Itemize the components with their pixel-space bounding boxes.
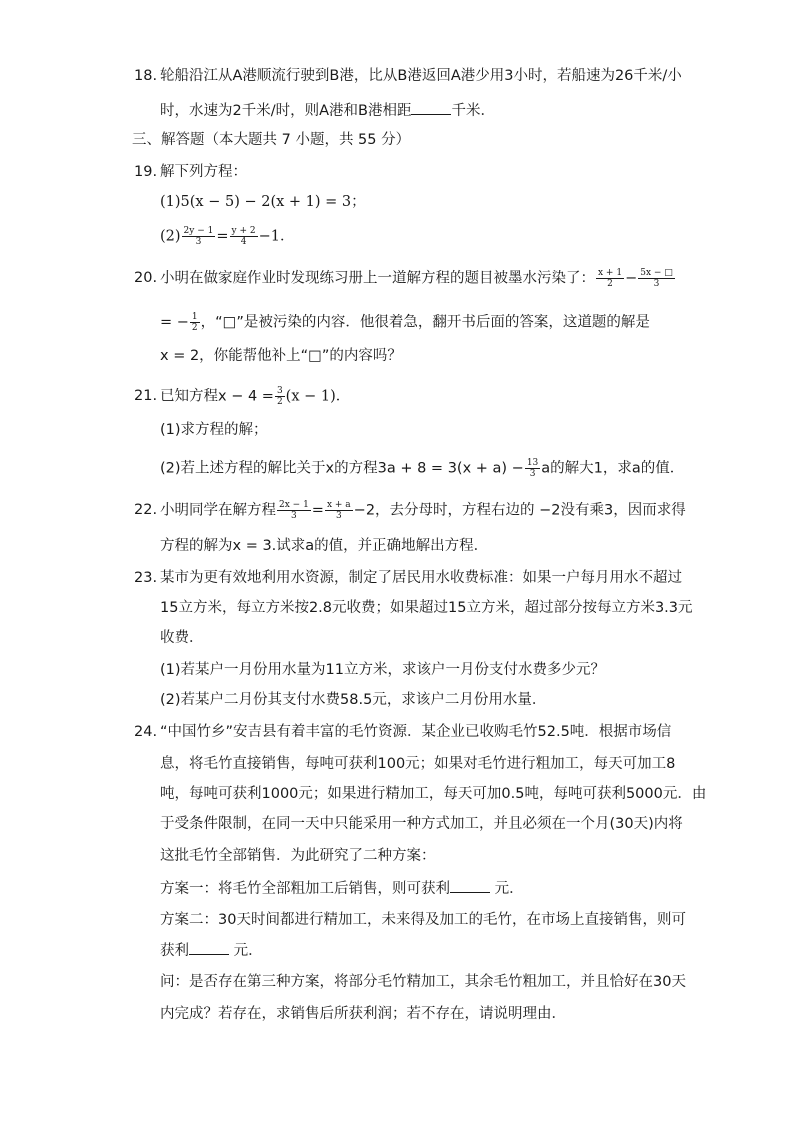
q20-minus: − bbox=[625, 270, 638, 287]
q22-fraction-2-denominator: 3 bbox=[335, 511, 342, 521]
q20-fraction-1-denominator: 2 bbox=[607, 279, 613, 289]
q19-equals: = bbox=[216, 228, 229, 245]
q18-line-2-unit: 千米． bbox=[451, 103, 495, 119]
q19-part-1: (1)5(x − 5) − 2(x + 1) = 3； bbox=[160, 194, 366, 210]
q24-plan-1 bbox=[160, 878, 524, 899]
q23-line-1: 某市为更有效地利用水资源，制定了居民用水收费标准：如果一户每月用水不超过 bbox=[160, 570, 682, 586]
q20-fraction-3 bbox=[190, 312, 200, 333]
q20-fraction-2 bbox=[638, 268, 675, 289]
q21-fraction-1 bbox=[275, 386, 285, 407]
q21-line-1-tail: (x − 1)． bbox=[285, 388, 351, 405]
q21-part-1: (1)求方程的解； bbox=[160, 422, 268, 438]
q24-plan-1-text: 方案一：将毛竹全部粗加工后销售，则可获利 bbox=[160, 881, 450, 897]
q18-line-2 bbox=[160, 100, 495, 121]
q20-line-2-text: ，“□”是被污染的内容．他很着急，翻开书后面的答案，这道题的解是 bbox=[200, 314, 650, 331]
q19-fraction-2-denominator: 4 bbox=[240, 237, 247, 247]
q24-plan-1-blank bbox=[450, 878, 490, 893]
q23-part-1: (1)若某户一月份用水量为11立方米，求该户一月份支付水费多少元？ bbox=[160, 662, 605, 678]
q22-fraction-1 bbox=[277, 500, 311, 521]
q24-line-4: 于受条件限制，在同一天中只能采用一种方式加工，并且必须在一个月(30天)内将 bbox=[160, 816, 683, 832]
q19-line-1: 解下列方程： bbox=[160, 164, 247, 180]
q21-fraction-2-denominator: 3 bbox=[529, 469, 536, 479]
question-number-24: 24. bbox=[134, 724, 158, 740]
q18-line-2-text: 时，水速为2千米/时，则A港和B港相距 bbox=[160, 103, 412, 119]
q19-fraction-2-numerator: y + 2 bbox=[231, 226, 256, 236]
q21-line-1 bbox=[160, 386, 350, 407]
q22-line-2: 方程的解为x = 3.试求a的值，并正确地解出方程． bbox=[160, 538, 489, 554]
q21-part-2-text: (2)若上述方程的解比关于x的方程3a + 8 = 3(x + a) − bbox=[160, 460, 524, 477]
question-number-18: 18. bbox=[134, 68, 158, 84]
q20-equals-minus: = − bbox=[160, 314, 189, 331]
q23-line-2: 15立方米，每立方米按2.8元收费；如果超过15立方米，超过部分按每立方米3.3元 bbox=[160, 600, 693, 616]
q22-equals: = bbox=[311, 502, 324, 519]
q21-fraction-1-numerator: 3 bbox=[276, 386, 283, 396]
q19-part-2 bbox=[160, 226, 294, 247]
q24-line-5: 这批毛竹全部销售．为此研究了二种方案： bbox=[160, 848, 436, 864]
q20-line-2 bbox=[160, 312, 650, 333]
q22-fraction-1-numerator: 2x − 1 bbox=[279, 500, 309, 510]
q24-question-line-2: 内完成？若存在，求销售后所获利润；若不存在，请说明理由． bbox=[160, 1006, 566, 1022]
q24-line-3: 吨，每吨可获利1000元；如果进行精加工，每天可加0.5吨，每吨可获利5000元．由 bbox=[160, 786, 707, 802]
q24-plan-2-line-2 bbox=[160, 940, 263, 961]
q24-plan-2-text: 获利 bbox=[160, 943, 189, 959]
q24-plan-1-unit: 元． bbox=[494, 881, 524, 897]
q22-line-1-tail: −2，去分母时，方程右边的 −2没有乘3，因而求得 bbox=[353, 502, 686, 519]
q24-plan-2-line-1: 方案二：30天时间都进行精加工，未来得及加工的毛竹，在市场上直接销售，则可 bbox=[160, 912, 686, 928]
q24-plan-2-blank bbox=[189, 940, 229, 955]
q20-line-1-text: 小明在做家庭作业时发现练习册上一道解方程的题目被墨水污染了： bbox=[160, 270, 595, 287]
q21-fraction-2 bbox=[525, 458, 540, 479]
q20-line-1 bbox=[160, 268, 676, 289]
q23-part-2: (2)若某户二月份其支付水费58.5元，求该户二月份用水量． bbox=[160, 692, 547, 708]
q20-fraction-2-numerator: 5x − □ bbox=[640, 268, 673, 278]
q22-fraction-2-numerator: x + a bbox=[326, 500, 351, 510]
q19-part-2-label: (2) bbox=[160, 228, 181, 245]
q18-answer-blank bbox=[411, 100, 451, 115]
question-number-23: 23. bbox=[134, 570, 158, 586]
q22-fraction-2 bbox=[325, 500, 353, 521]
q19-fraction-1-denominator: 3 bbox=[195, 237, 202, 247]
q21-part-2 bbox=[160, 458, 684, 479]
q20-fraction-1 bbox=[596, 268, 624, 289]
q21-fraction-1-denominator: 2 bbox=[276, 397, 283, 407]
q20-fraction-1-numerator: x + 1 bbox=[598, 268, 623, 278]
q21-line-1-text: 已知方程x − 4 = bbox=[160, 388, 274, 405]
q21-fraction-2-numerator: 13 bbox=[526, 458, 539, 468]
q22-fraction-1-denominator: 3 bbox=[291, 511, 297, 521]
q20-line-3: x = 2，你能帮他补上“□”的内容吗？ bbox=[160, 348, 402, 364]
q19-part-2-tail: −1． bbox=[258, 228, 295, 245]
q18-line-1: 轮船沿江从A港顺流行驶到B港，比从B港返回A港少用3小时，若船速为26千米/小 bbox=[160, 68, 682, 84]
question-number-19: 19. bbox=[134, 164, 158, 180]
question-number-22: 22. bbox=[134, 502, 158, 518]
q24-line-1: “中国竹乡”安吉县有着丰富的毛竹资源．某企业已收购毛竹52.5吨．根据市场信 bbox=[160, 724, 672, 740]
q24-line-2: 息，将毛竹直接销售，每吨可获利100元；如果对毛竹进行粗加工，每天可加工8 bbox=[160, 756, 676, 772]
q22-line-1-text: 小明同学在解方程 bbox=[160, 502, 276, 519]
q21-part-2-tail: a的解大1，求a的值． bbox=[541, 460, 685, 477]
q20-fraction-2-denominator: 3 bbox=[653, 279, 660, 289]
q24-question-line-1: 问：是否存在第三种方案，将部分毛竹精加工，其余毛竹粗加工，并且恰好在30天 bbox=[160, 974, 686, 990]
q19-fraction-1-numerator: 2y − 1 bbox=[183, 226, 214, 236]
question-number-21: 21. bbox=[134, 388, 158, 404]
q20-fraction-3-denominator: 2 bbox=[191, 323, 198, 333]
section-3-heading: 三、解答题（本大题共 7 小题，共 55 分） bbox=[132, 132, 411, 148]
q20-fraction-3-numerator: 1 bbox=[191, 312, 198, 322]
q22-line-1 bbox=[160, 500, 686, 521]
q23-line-3: 收费． bbox=[160, 630, 204, 646]
q24-plan-2-unit: 元． bbox=[233, 943, 263, 959]
q19-fraction-2 bbox=[230, 226, 258, 247]
q19-fraction-1 bbox=[182, 226, 216, 247]
question-number-20: 20. bbox=[134, 270, 158, 286]
